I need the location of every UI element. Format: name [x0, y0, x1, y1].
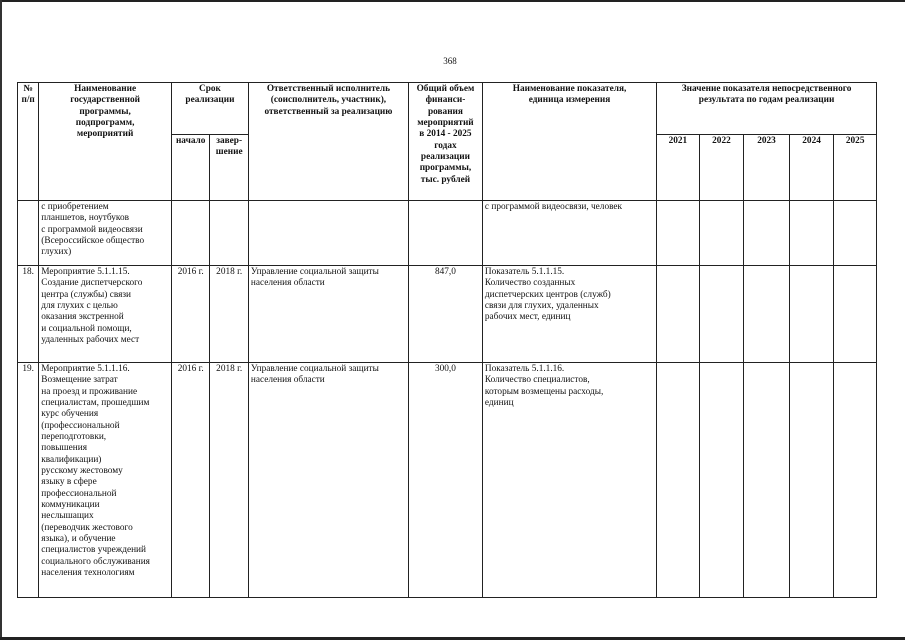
row-volume: 300,0 [408, 363, 482, 598]
program-table [17, 82, 877, 598]
row-executor [248, 201, 408, 266]
row-volume [408, 201, 482, 266]
header-row-1 [18, 83, 877, 135]
row-value-2025 [834, 266, 877, 363]
row-num: 19. [18, 363, 39, 598]
row-name: Мероприятие 5.1.1.15. Создание диспетчерского центра (службы) связи для глухих с целью оказания экстренной и социальной помощи, удаленных рабочих мест [39, 266, 172, 363]
page-edge-left [0, 0, 2, 640]
page-edge-top [0, 0, 905, 2]
row-num: 18. [18, 266, 39, 363]
row-value-2024 [789, 201, 834, 266]
row-indicator: с программой видеосвязи, человек [482, 201, 656, 266]
row-value-2024 [789, 363, 834, 598]
row-end: 2018 г. [210, 266, 248, 363]
col-executor-header: Ответственный исполнитель (соисполнитель, участник), ответственный за реализацию [248, 83, 408, 201]
row-value-2022 [699, 266, 744, 363]
row-name: с приобретением планшетов, ноутбуков с программой видеосвязи (Всероссийское общество глухих) [39, 201, 172, 266]
row-value-2024 [789, 266, 834, 363]
col-period-header: Срок реализации [171, 83, 248, 135]
row-end: 2018 г. [210, 363, 248, 598]
col-year-2022: 2022 [699, 135, 744, 201]
row-indicator: Показатель 5.1.1.16. Количество специалистов, которым возмещены расходы, единиц [482, 363, 656, 598]
table-row [18, 201, 877, 266]
col-start-header: начало [171, 135, 209, 201]
col-year-2024: 2024 [789, 135, 834, 201]
row-executor: Управление социальной защиты населения области [248, 266, 408, 363]
col-volume-header: Общий объем финанси- рования мероприятий в 2014 - 2025 годах реализации программы, тыс. рублей [408, 83, 482, 201]
row-value-2022 [699, 201, 744, 266]
col-num-header: № п/п [18, 83, 39, 201]
row-start [171, 201, 209, 266]
row-indicator: Показатель 5.1.1.15. Количество созданных диспетчерских центров (служб) связи для глухих, удаленных рабочих мест, единиц [482, 266, 656, 363]
col-year-2021: 2021 [657, 135, 700, 201]
table-row [18, 363, 877, 598]
row-value-2023 [744, 363, 790, 598]
row-value-2025 [834, 363, 877, 598]
col-year-2023: 2023 [744, 135, 790, 201]
col-name-header: Наименование государственной программы, подпрограмм, мероприятий [39, 83, 172, 201]
row-value-2023 [744, 266, 790, 363]
row-value-2021 [657, 201, 700, 266]
page-number: 368 [443, 56, 457, 66]
row-name: Мероприятие 5.1.1.16. Возмещение затрат на проезд и проживание специалистам, прошедшим курс обучения (профессиональной переподготовки, повышения квалификации) русскому жестовому языку в сфере профессиональной коммуникации неслышащих (переводчик жестового языка), и обучение специалистов учреждений социального обслуживания населения технологиям [39, 363, 172, 598]
row-executor: Управление социальной защиты населения области [248, 363, 408, 598]
col-end-header: завер- шение [210, 135, 248, 201]
row-value-2021 [657, 363, 700, 598]
row-start: 2016 г. [171, 266, 209, 363]
col-indicator-header: Наименование показателя, единица измерения [482, 83, 656, 201]
table-row [18, 266, 877, 363]
row-end [210, 201, 248, 266]
row-value-2023 [744, 201, 790, 266]
col-year-2025: 2025 [834, 135, 877, 201]
col-values-header: Значение показателя непосредственного результата по годам реализации [657, 83, 877, 135]
row-num [18, 201, 39, 266]
row-volume: 847,0 [408, 266, 482, 363]
row-value-2025 [834, 201, 877, 266]
row-value-2022 [699, 363, 744, 598]
row-value-2021 [657, 266, 700, 363]
row-start: 2016 г. [171, 363, 209, 598]
